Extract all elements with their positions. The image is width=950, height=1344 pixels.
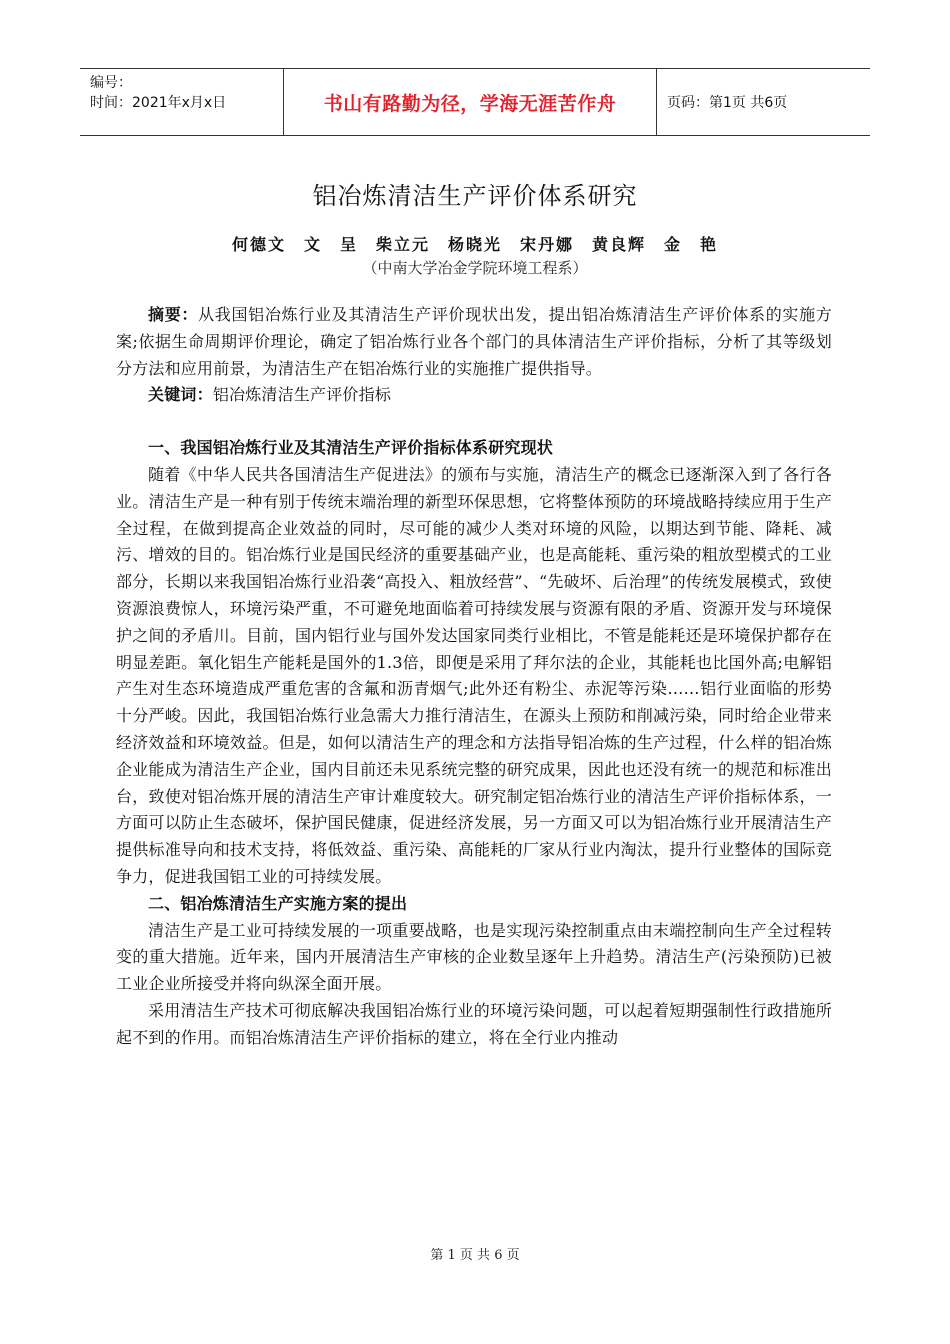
keywords-label: 关键词： xyxy=(148,385,213,405)
page-info: 页码：第1页 共6页 xyxy=(667,95,788,111)
section2-paragraph-2: 采用清洁生产技术可彻底解决我国铝冶炼行业的环境污染问题，可以起着短期强制性行政措施所起不到的作用。而铝冶炼清洁生产评价指标的建立，将在全行业内推动 xyxy=(116,1000,832,1047)
affiliation: （中南大学冶金学院环境工程系） xyxy=(362,259,588,277)
keywords-text: 铝冶炼清洁生产评价指标 xyxy=(212,385,392,405)
number-label: 编号： xyxy=(90,75,132,91)
section1-heading: 一、我国铝冶炼行业及其清洁生产评价指标体系研究现状 xyxy=(148,438,554,458)
paper-title: 铝冶炼清洁生产评价体系研究 xyxy=(312,182,638,210)
header-motto-cell xyxy=(283,69,657,135)
document-header xyxy=(80,68,870,136)
header-meta xyxy=(80,69,283,135)
motto-text: 书山有路勤为径，学海无涯苦作舟 xyxy=(323,92,617,115)
abstract-text: 从我国铝冶炼行业及其清洁生产评价现状出发，提出铝冶炼清洁生产评价体系的实施方案;依据生命周期评价理论，确定了铝冶炼行业各个部门的具体清洁生产评价指标，分析了其等级划分方法和应用前景，为清洁生产在铝冶炼行业的实施推广提供指导。 xyxy=(116,305,832,378)
abstract-paragraph xyxy=(116,302,832,382)
section2-heading: 二、铝冶炼清洁生产实施方案的提出 xyxy=(148,893,408,913)
page-footer: 第 1 页 共 6 页 xyxy=(430,1248,520,1263)
spacer xyxy=(116,409,832,435)
section2-paragraph-1: 清洁生产是工业可持续发展的一项重要战略，也是实现污染控制重点由末端控制向生产全过程转变的重大措施。近年来，国内开展清洁生产审核的企业数呈逐年上升趋势。清洁生产(污染预防)已被工业企业所接受并将向纵深全面开展。 xyxy=(116,920,832,994)
section1-paragraph: 随着《中华人民共各国清洁生产促进法》的颁布与实施，清洁生产的概念已逐渐深入到了各行各业。清洁生产是一种有别于传统末端治理的新型环保思想，它将整体预防的环境战略持续应用于生产全过程，在做到提高企业效益的同时，尽可能的减少人类对环境的风险，以期达到节能、降耗、减污、增效的目的。铝冶炼行业是国民经济的重要基础产业，也是高能耗、重污染的粗放型模式的工业部分，长期以来我国铝冶炼行业沿袭“高投入、粗放经营”、“先破坏、后治理”的传统发展模式，致使资源浪费惊人，环境污染严重，不可避免地面临着可持续发展与资源有限的矛盾、资源开发与环境保护之间的矛盾川。目前，国内铝行业与国外发达国家同类行业相比，不管是能耗还是环境保护都存在明显差距。氧化铝生产能耗是国外的1.3倍，即便是采用了拜尔法的企业，其能耗也比国外高;电解铝产生对生态环境造成严重危害的含氟和沥青烟气;此外还有粉尘、赤泥等污染……铝行业面临的形势十分严峻。因此，我国铝冶炼行业急需大力推行清洁生，在源头上预防和削减污染，同时给企业带来经济效益和环境效益。但是，如何以清洁生产的理念和方法指导铝冶炼的生产过程，什么样的铝冶炼企业能成为清洁生产企业，国内目前还未见系统完整的研究成果，因此也还没有统一的规范和标准出台，致使对铝冶炼开展的清洁生产审计难度较大。研究制定铝冶炼行业的清洁生产评价指标体系，一方面可以防止生态破坏，保护国民健康，促进经济发展，另一方面又可以为铝冶炼行业开展清洁生产提供标准导向和技术支持，将低效益、重污染、高能耗的厂家从行业内淘汰，提升行业整体的国际竞争力，促进我国铝工业的可持续发展。 xyxy=(116,464,832,886)
document-body xyxy=(116,302,832,1052)
abstract-label: 摘要： xyxy=(148,305,199,324)
author-list: 何德文 文 呈 柴立元 杨晓光 宋丹娜 黄良辉 金 艳 xyxy=(231,235,718,254)
time-label: 时间：2021年x月x日 xyxy=(90,95,227,111)
header-page-cell xyxy=(657,69,870,135)
keywords-paragraph xyxy=(116,382,832,409)
